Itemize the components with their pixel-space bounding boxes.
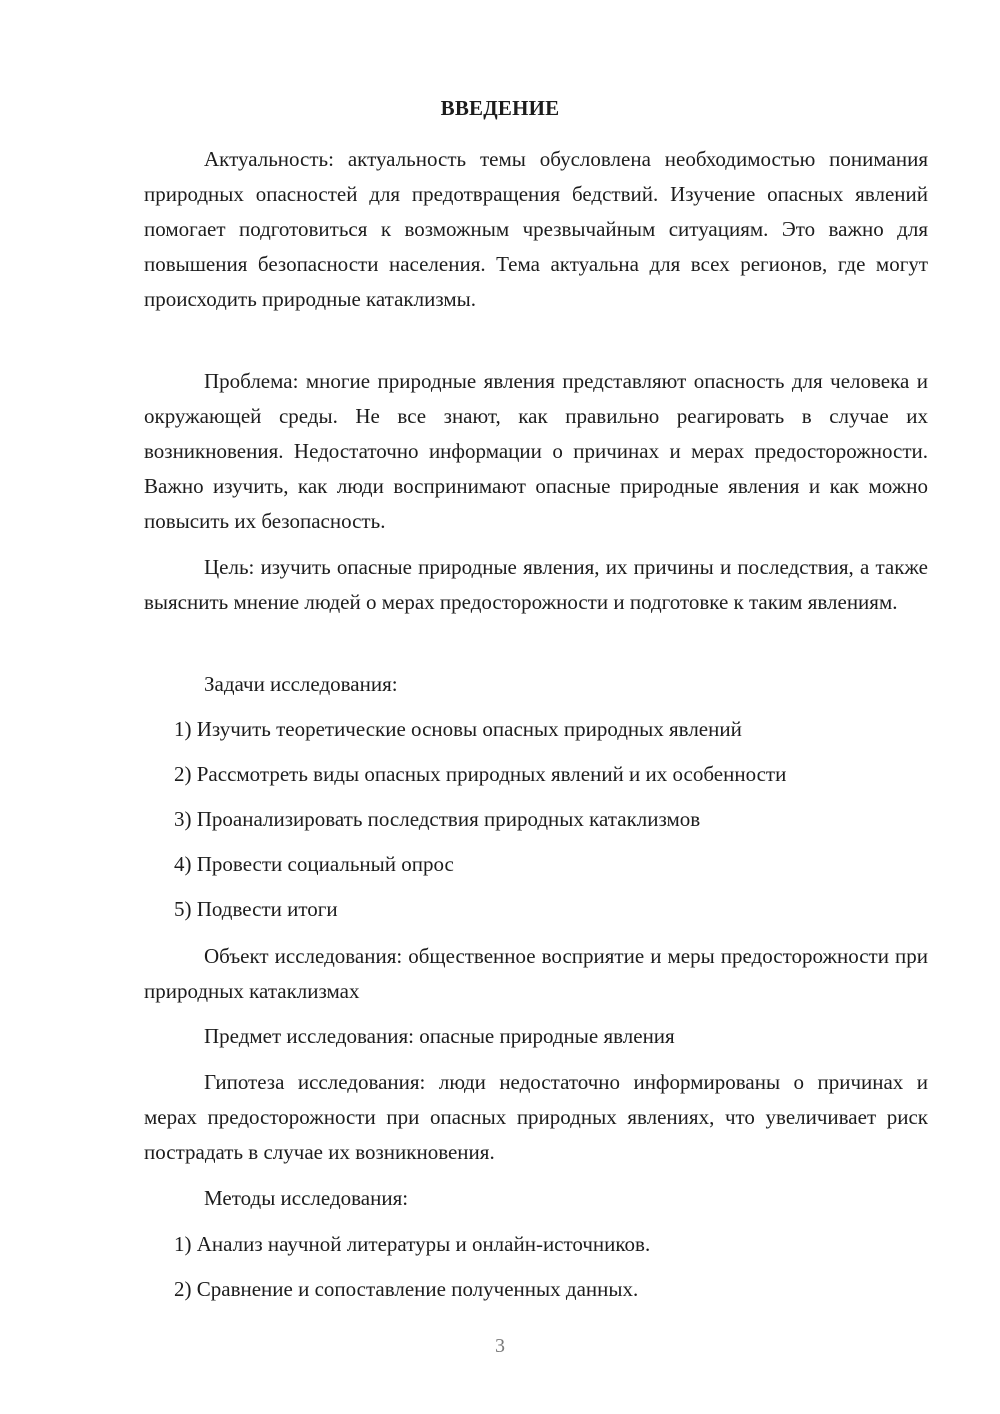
- task-item-3: 3) Проанализировать последствия природных катаклизмов: [174, 807, 701, 831]
- task-item-5: 5) Подвести итоги: [174, 897, 338, 921]
- goal-paragraph: Цель: изучить опасные природные явления, их причины и последствия, а также выяснить мнение людей о мерах предосторожности и подготовке к таким явлениям.: [144, 555, 928, 614]
- task-item-4: 4) Провести социальный опрос: [174, 852, 454, 876]
- object-paragraph: Объект исследования: общественное восприятие и меры предосторожности при природных катаклизмах: [144, 944, 928, 1003]
- task-item-1: 1) Изучить теоретические основы опасных природных явлений: [174, 717, 742, 741]
- relevance-paragraph: Актуальность: актуальность темы обусловлена необходимостью понимания природных опасностей для предотвращения бедствий. Изучение опасных явлений помогает подготовиться к возможным чрезвычайным ситуациям. Это важно для повышения безопасности населения. Тема актуальна для всех регионов, где могут происходить природные катаклизмы.: [144, 147, 928, 311]
- page-number: 3: [495, 1335, 505, 1357]
- problem-paragraph: Проблема: многие природные явления представляют опасность для человека и окружающей среды. Не все знают, как правильно реагировать в случае их возникновения. Недостаточно информации о причинах и мерах предосторожности. Важно изучить, как люди воспринимают опасные природные явления и как можно повысить их безопасность.: [144, 369, 928, 533]
- method-item-1: 1) Анализ научной литературы и онлайн-источников.: [174, 1232, 651, 1256]
- section-title: ВВЕДЕНИЕ: [440, 96, 560, 120]
- hypothesis-paragraph: Гипотеза исследования: люди недостаточно информированы о причинах и мерах предосторожности при опасных природных явлениях, что увеличивает риск пострадать в случае их возникновения.: [144, 1070, 928, 1164]
- methods-heading: Методы исследования:: [204, 1186, 409, 1210]
- method-item-2: 2) Сравнение и сопоставление полученных данных.: [174, 1277, 639, 1301]
- subject-paragraph: Предмет исследования: опасные природные явления: [204, 1024, 675, 1048]
- task-item-2: 2) Рассмотреть виды опасных природных явлений и их особенности: [174, 762, 787, 786]
- tasks-heading: Задачи исследования:: [204, 672, 398, 696]
